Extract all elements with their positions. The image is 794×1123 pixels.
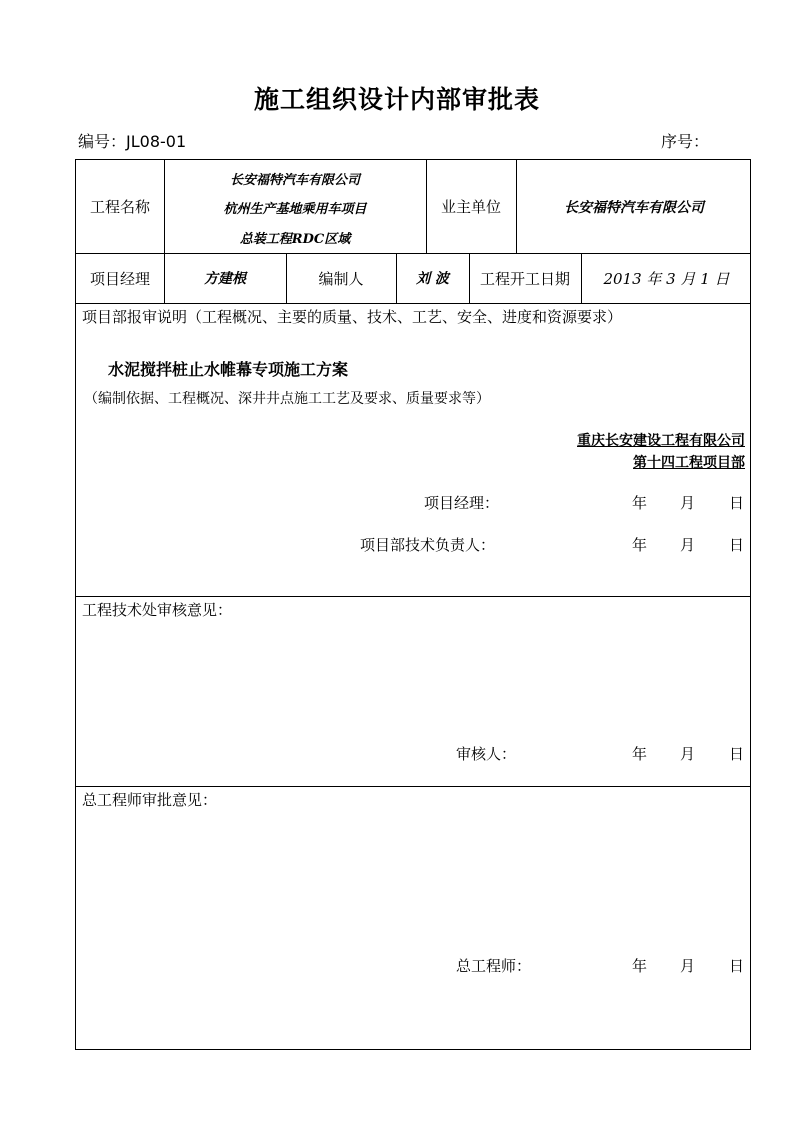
owner-value: 长安福特汽车有限公司 — [564, 199, 704, 216]
start-date-label: 工程开工日期 — [479, 269, 570, 288]
plan-title: 水泥搅拌桩止水帷幕专项施工方案 — [108, 360, 349, 379]
editor-label: 编制人 — [318, 269, 364, 288]
row-divider — [76, 596, 750, 597]
sequence-number: 序号： — [661, 132, 710, 151]
project-name-line: 长安福特汽车有限公司 — [229, 173, 360, 189]
date-year: 年 — [632, 494, 648, 512]
start-date-value: 2013 年 3 月 1 日 — [603, 269, 730, 288]
project-name-label: 工程名称 — [89, 198, 150, 216]
owner-label: 业主单位 — [440, 198, 501, 216]
date-year: 年 — [632, 957, 648, 975]
date-month: 月 — [680, 745, 696, 763]
pm-sign-label: 项目经理： — [424, 494, 500, 512]
date-month: 月 — [680, 957, 696, 975]
project-name-line: 杭州生产基地乘用车项目 — [223, 202, 367, 218]
row-divider — [76, 303, 750, 304]
section-approval-heading: 总工程师审批意见： — [82, 791, 218, 809]
date-year: 年 — [632, 536, 648, 554]
approval-form-table — [75, 159, 751, 1050]
pm-value: 方建根 — [204, 271, 246, 287]
date-month: 月 — [680, 536, 696, 554]
chief-engineer-sign-label: 总工程师： — [456, 957, 532, 975]
tech-sign-label: 项目部技术负责人： — [360, 536, 496, 554]
section-submission-heading: 项目部报审说明（工程概况、主要的质量、技术、工艺、安全、进度和资源要求） — [82, 308, 623, 326]
page-title: 施工组织设计内部审批表 — [253, 85, 540, 114]
editor-value: 刘 波 — [416, 271, 449, 287]
project-name-line: 总装工程RDC区域 — [239, 231, 351, 247]
date-day: 日 — [729, 745, 745, 763]
date-day: 日 — [729, 957, 745, 975]
project-name-value — [164, 164, 426, 252]
section-review-heading: 工程技术处审核意见： — [82, 601, 233, 619]
org-name: 重庆长安建设工程有限公司 — [577, 433, 745, 449]
date-day: 日 — [729, 494, 745, 512]
org-department: 第十四工程项目部 — [633, 455, 745, 471]
date-day: 日 — [729, 536, 745, 554]
reviewer-sign-label: 审核人： — [456, 745, 517, 763]
serial-number: 编号：JL08-01 — [78, 132, 187, 151]
date-month: 月 — [680, 494, 696, 512]
row-divider — [76, 786, 750, 787]
plan-note: （编制依据、工程概况、深井井点施工工艺及要求、质量要求等） — [84, 391, 490, 407]
pm-label: 项目经理 — [89, 269, 150, 288]
date-year: 年 — [632, 745, 648, 763]
